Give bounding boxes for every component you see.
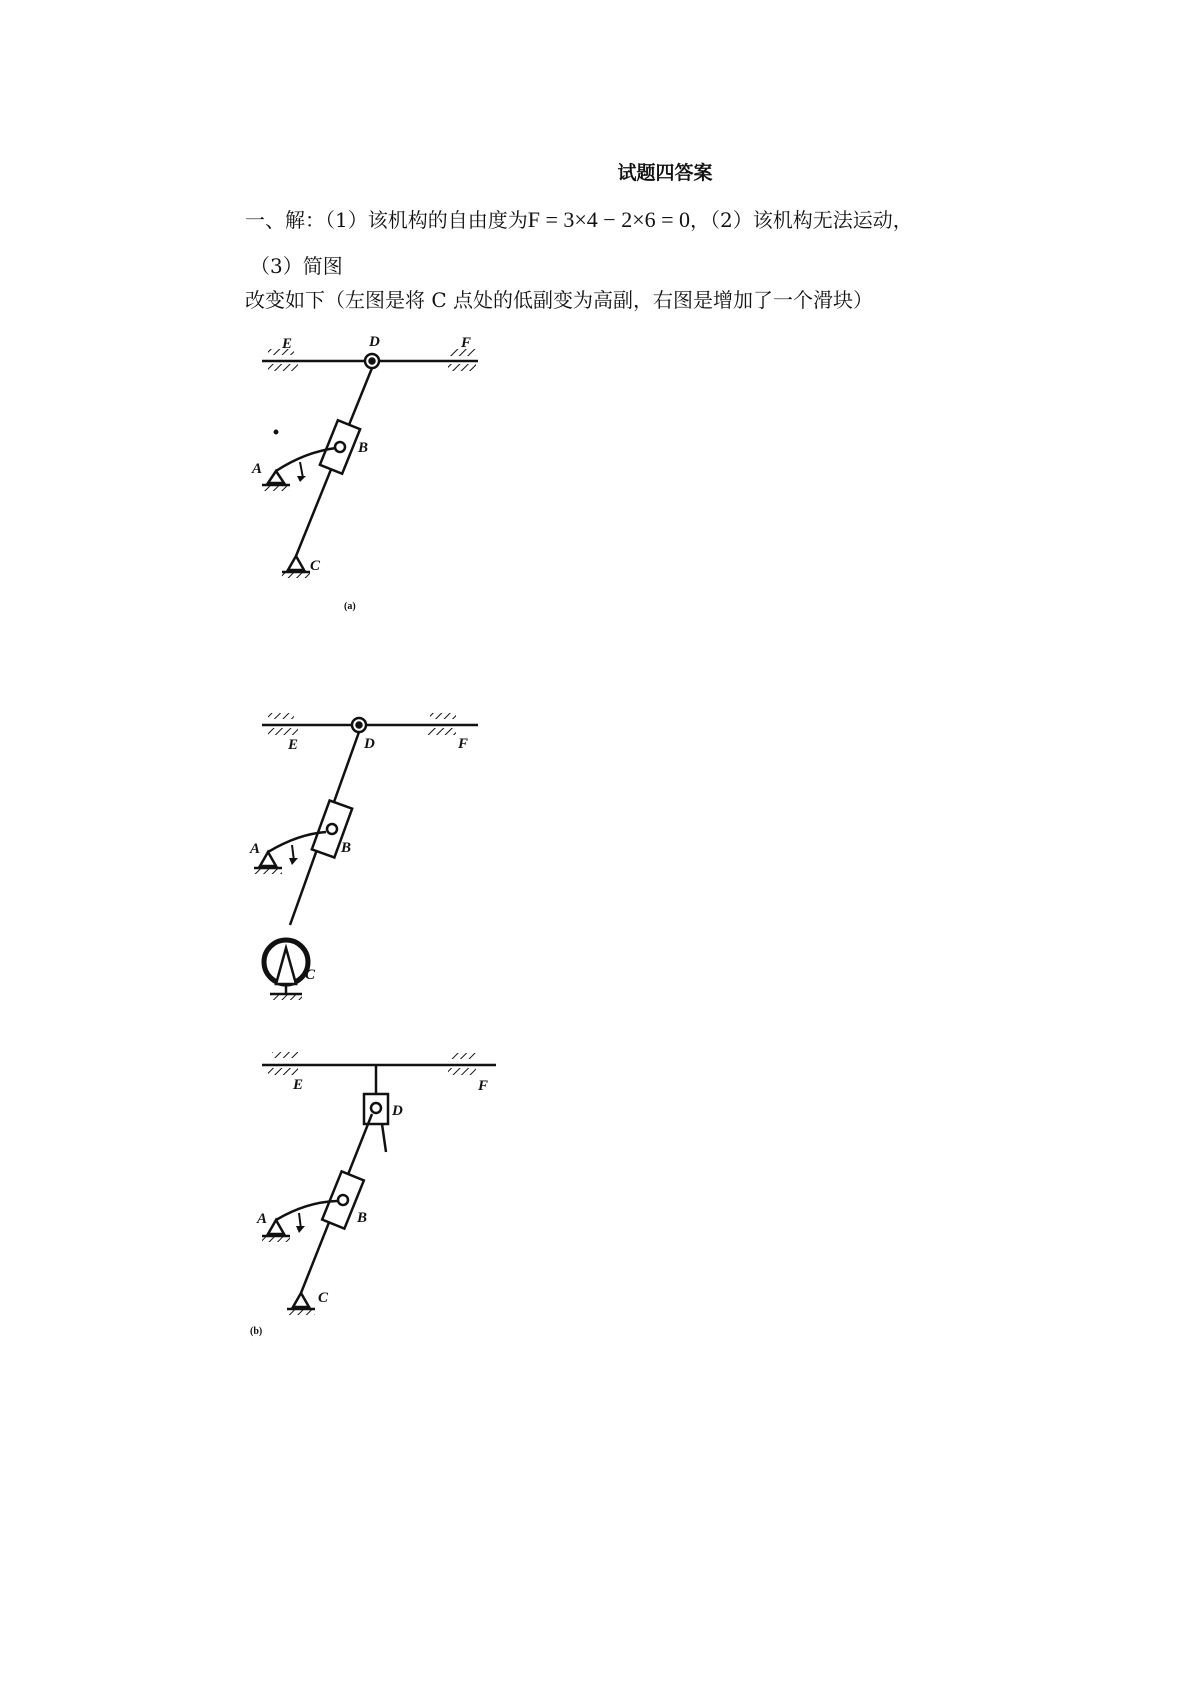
label-a-a: A (252, 461, 263, 477)
figure-a (262, 349, 478, 578)
label-e-a: E (282, 336, 293, 352)
label-d-b: D (392, 1103, 403, 1119)
figure-high-pair (254, 713, 478, 1000)
support-c-a (288, 556, 304, 570)
label-b-b: B (357, 1210, 368, 1226)
caption-a: (a) (344, 601, 356, 612)
ground-hatch-e (268, 364, 298, 371)
label-c-a: C (310, 558, 321, 574)
answer-line-2: （3）简图 (250, 254, 343, 278)
caption-b: (b) (250, 1326, 263, 1337)
label-e-b: E (293, 1077, 304, 1093)
answer-line-3: 改变如下（左图是将 C 点处的低副变为高副，右图是增加了一个滑块） (245, 288, 874, 312)
ground-hatch-f (448, 364, 476, 371)
label-d-hp: D (364, 736, 375, 752)
label-b-hp: B (341, 840, 352, 856)
support-c-b (293, 1293, 309, 1307)
label-c-hp: C (305, 967, 316, 983)
support-a-hp (260, 852, 276, 866)
label-a-b: A (257, 1211, 268, 1227)
support-a-a (268, 471, 284, 483)
answer-suffix: ，（2）该机构无法运动， (690, 208, 913, 232)
label-f-a: F (461, 335, 472, 351)
page-title: 试题四答案 (617, 162, 713, 184)
dof-formula: F = 3×4 − 2×6 = 0 (527, 207, 691, 232)
label-f-b: F (478, 1078, 489, 1094)
label-c-b: C (318, 1290, 329, 1306)
label-a-hp: A (250, 841, 261, 857)
label-e-hp: E (288, 737, 299, 753)
label-d-a: D (369, 334, 380, 350)
answer-prefix: 一、解：（1）该机构的自由度为 (245, 208, 528, 232)
support-a-b (268, 1220, 284, 1234)
label-f-hp: F (458, 736, 469, 752)
label-b-a: B (358, 440, 369, 456)
